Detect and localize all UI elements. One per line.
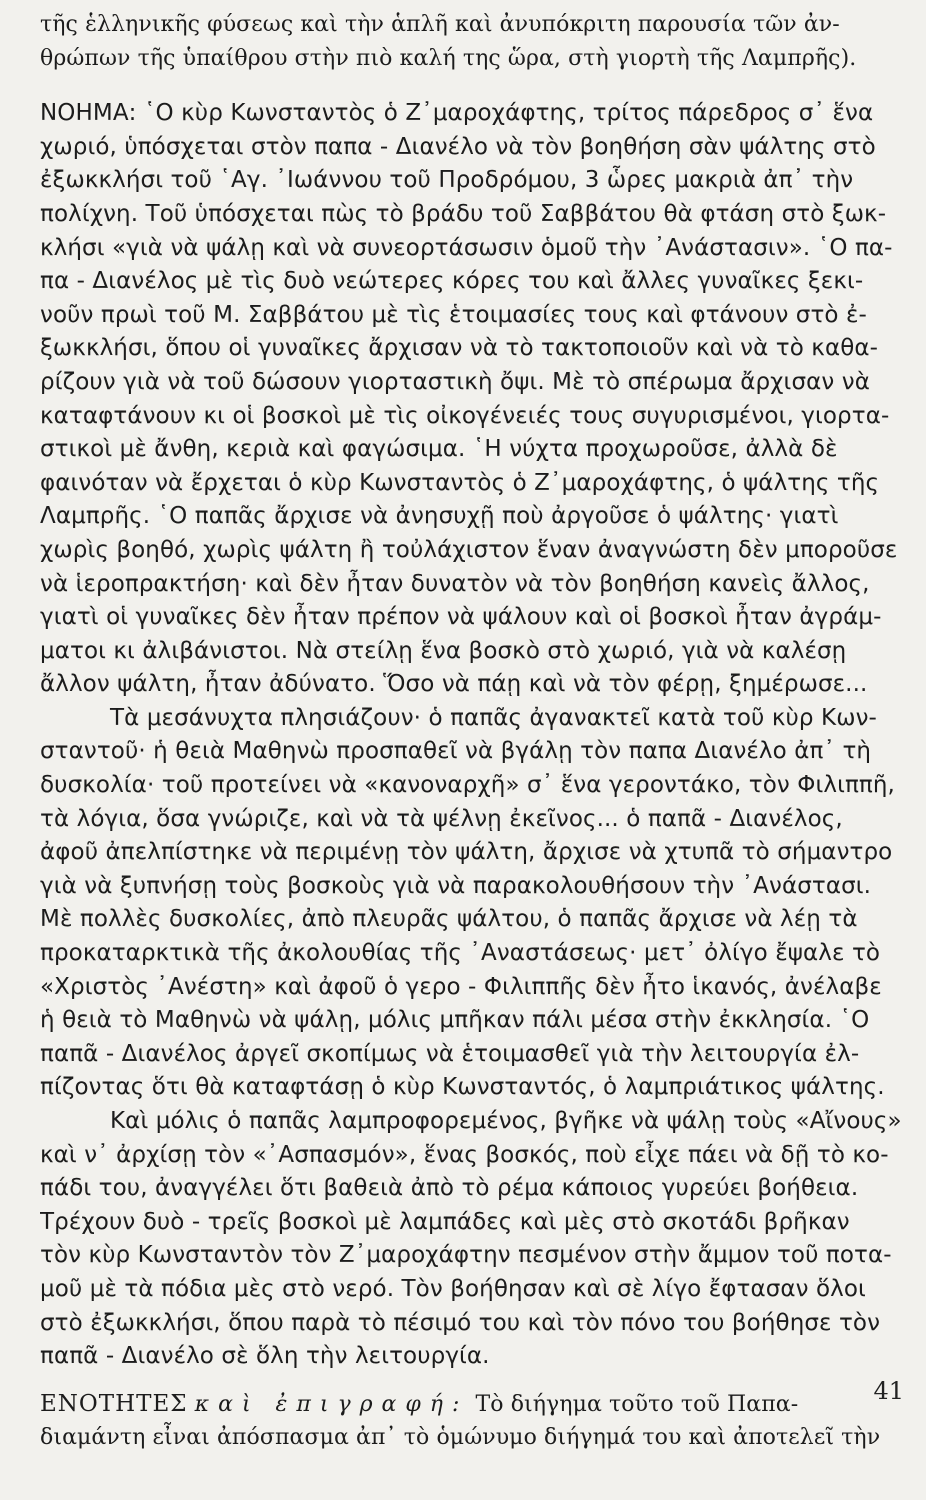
section-line-rest: Τὸ διήγημα τοῦτο τοῦ Παπα- [475,1391,799,1417]
text-line: στικοὶ μὲ ἄνθη, κεριὰ καὶ φαγώσιμα. ῾Η νύχτα προχωροῦσε, ἀλλὰ δὲ [40,436,838,463]
text-line: νοῦν πρωὶ τοῦ Μ. Σαββάτου μὲ τὶς ἑτοιμασίες τους καὶ φτάνουν στὸ ἐ- [40,301,867,328]
text-line: ἀφοῦ ἀπελπίστηκε νὰ περιμένῃ τὸν ψάλτη, ἄρχισε νὰ χτυπᾶ τὸ σήμαντρο [40,839,893,866]
text-line: φαινόταν νὰ ἔρχεται ὁ κὺρ Κωνσταντὸς ὁ Ζ᾿μαροχάφτης, ὁ ψάλτης τῆς [40,469,880,496]
text-line: παπᾶ - Διανέλος ἀργεῖ σκοπίμως νὰ ἑτοιμασθεῖ γιὰ τὴν λειτουργία ἐλ- [40,1040,860,1067]
text-line: τῆς ἑλληνικῆς φύσεως καὶ τὴν ἁπλῆ καὶ ἀνυπόκριτη παρουσία τῶν ἀν- [40,12,840,37]
text-line: μοῦ μὲ τὰ πόδια μὲς στὸ νερό. Τὸν βοήθησαν καὶ σὲ λίγο ἔφτασαν ὅλοι [40,1275,866,1302]
text-line: γιὰ νὰ ξυπνήσῃ τοὺς βοσκοὺς γιὰ νὰ παρακολουθήσουν τὴν ᾿Ανάστασι. [40,872,872,899]
text-line: Τὰ μεσάνυχτα πλησιάζουν· ὁ παπᾶς ἀγανακτεῖ κατὰ τοῦ κὺρ Κων- [110,704,877,731]
text-line: καταφτάνουν κι οἱ βοσκοὶ μὲ τὶς οἰκογένειές τους συγυρισμένοι, γιορτα- [40,402,890,429]
text-line: χωριό, ὑπόσχεται στὸν παπα - Διανέλο νὰ τὸν βοηθήση σὰν ψάλτης στὸ [40,133,876,160]
text-line: ἐξωκκλήσι τοῦ ῾Αγ. ᾿Ιωάννου τοῦ Προδρόμου, 3 ὧρες μακριὰ ἀπ᾿ τὴν [40,167,854,194]
text-line: ἄλλον ψάλτη, ἦταν ἀδύνατο. Ὅσο νὰ πάῃ καὶ νὰ τὸν φέρῃ, ξημέρωσε... [40,671,868,698]
text-line: θρώπων τῆς ὑπαίθρου στὴν πιὸ καλή της ὥρα, στὴ γιορτὴ τῆς Λαμπρῆς). [40,45,857,71]
text-line: «Χριστὸς ᾿Ανέστη» καὶ ἀφοῦ ὁ γερο - Φιλιππῆς δὲν ἦτο ἱκανός, ἀνέλαβε [40,973,882,1000]
text-line: στὸ ἐξωκκλήσι, ὅπου παρὰ τὸ πέσιμό του καὶ τὸν πόνο του βοήθησε τὸν [40,1309,881,1336]
text-line [40,1388,906,1422]
page-number: 41 [873,1377,904,1405]
text-line: δυσκολία· τοῦ προτείνει νὰ «κανοναρχῆ» σ᾿ ἕνα γεροντάκο, τὸν Φιλιππῆ, [40,772,895,799]
book-page [40,8,906,1451]
text-line: ρίζουν γιὰ νὰ τοῦ δώσουν γιορταστικὴ ὄψι. Μὲ τὸ σπέρωμα ἄρχισαν νὰ [40,368,870,395]
paragraph-summary [40,97,906,702]
text-line: καὶ ν᾿ ἀρχίσῃ τὸν «᾿Ασπασμόν», ἕνας βοσκός, ποὺ εἶχε πάει νὰ δῇ τὸ κο- [40,1141,889,1168]
text-line: νὰ ἱεροπρακτήση· καὶ δὲν ἦταν δυνατὸν νὰ τὸν βοηθήση κανεὶς ἄλλος, [40,570,870,597]
text-line: χωρὶς βοηθό, χωρὶς ψάλτη ἢ τοὐλάχιστον ἕναν ἀναγνώστη δὲν μποροῦσε [40,536,898,563]
text-line: παπᾶ - Διανέλο σὲ ὅλη τὴν λειτουργία. [40,1343,490,1370]
text-line: πίζοντας ὅτι θὰ καταφτάσῃ ὁ κὺρ Κωνσταντός, ὁ λαμπριάτικος ψάλτης. [40,1074,885,1101]
section-units [40,1388,906,1455]
text-line: ξωκκλήσι, ὅπου οἱ γυναῖκες ἄρχισαν νὰ τὸ τακτοποιοῦν καὶ νὰ τὸ καθα- [40,335,879,362]
text-line: Καὶ μόλις ὁ παπᾶς λαμπροφορεμένος, βγῆκε νὰ ψάλῃ τοὺς «Αἴνους» [110,1108,902,1134]
section-spaced-label: καὶ ἐπιγραφή: [194,1391,469,1417]
text-line: ματοι κι ἀλιβάνιστοι. Νὰ στείλῃ ἕνα βοσκὸ στὸ χωριό, γιὰ νὰ καλέσῃ [40,637,847,664]
text-line: διαμάντη εἶναι ἀπόσπασμα ἀπ᾿ τὸ ὁμώνυμο διήγημά του καὶ ἀποτελεῖ τὴν [40,1425,881,1451]
text-line: ΝΟΗΜΑ: ῾Ο κὺρ Κωνσταντὸς ὁ Ζ᾿μαροχάφτης, τρίτος πάρεδρος σ᾿ ἕνα [40,100,874,127]
paragraph-midnight [40,702,906,1105]
text-line: τὰ λόγια, ὅσα γνώριζε, καὶ νὰ τὰ ψέλνῃ ἐκεῖνος... ὁ παπᾶ - Διανέλος, [40,805,843,832]
text-line: προκαταρκτικὰ τῆς ἀκολουθίας τῆς ᾿Αναστάσεως· μετ᾿ ὀλίγο ἔψαλε τὸ [40,940,881,967]
intro-text [40,8,906,75]
text-line: πολίχνη. Τοῦ ὑπόσχεται πὼς τὸ βράδυ τοῦ Σαββάτου θὰ φτάση στὸ ξωκ- [40,200,887,227]
text-line: Λαμπρῆς. ῾Ο παπᾶς ἄρχισε νὰ ἀνησυχῇ ποὺ ἀργοῦσε ὁ ψάλτης· γιατὶ [40,503,839,530]
text-line: Μὲ πολλὲς δυσκολίες, ἀπὸ πλευρᾶς ψάλτου, ὁ παπᾶς ἄρχισε νὰ λέῃ τὰ [40,906,858,933]
section-heading: ΕΝΟΤΗΤΕΣ [40,1390,188,1417]
text-line: πάδι του, ἀναγγέλει ὅτι βαθειὰ ἀπὸ τὸ ρέμα κάποιος γυρεύει βοήθεια. [40,1175,859,1202]
text-line: κλήσι «γιὰ νὰ ψάλῃ καὶ νὰ συνεορτάσωσιν ὁμοῦ τὴν ᾿Ανάστασιν». ῾Ο πα- [40,234,893,261]
text-line: γιατὶ οἱ γυναῖκες δὲν ἦταν πρέπον νὰ ψάλουν καὶ οἱ βοσκοὶ ἦταν ἀγράμ- [40,604,882,631]
text-line: Τρέχουν δυὸ - τρεῖς βοσκοὶ μὲ λαμπάδες καὶ μὲς στὸ σκοτάδι βρῆκαν [40,1208,850,1235]
text-line: ἡ θειὰ τὸ Μαθηνὼ νὰ ψάλῃ, μόλις μπῆκαν πάλι μέσα στὴν ἐκκλησία. ῾Ο [40,1007,870,1034]
paragraph-ending [40,1105,906,1374]
text-line: σταντοῦ· ἡ θειὰ Μαθηνὼ προσπαθεῖ νὰ βγάλῃ τὸν παπα Διανέλο ἀπ᾿ τὴ [40,738,872,765]
text-line: πα - Διανέλος μὲ τὶς δυὸ νεώτερες κόρες του καὶ ἄλλες γυναῖκες ξεκι- [40,268,864,295]
text-line: τὸν κὺρ Κωνσταντὸν τὸν Ζ᾿μαροχάφτην πεσμένον στὴν ἄμμον τοῦ ποτα- [40,1242,892,1269]
